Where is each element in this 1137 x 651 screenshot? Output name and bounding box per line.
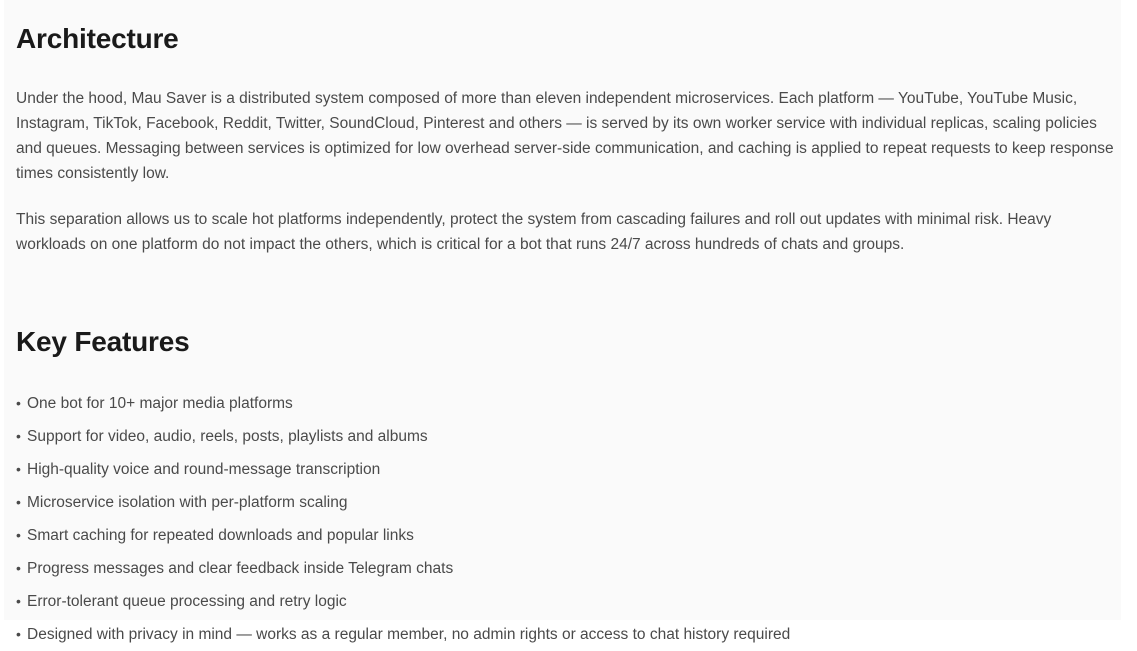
list-item <box>16 618 1121 651</box>
list-item-label: Smart caching for repeated downloads and popular links <box>27 527 414 545</box>
bullet-icon: • <box>16 593 21 610</box>
list-item <box>16 486 1121 519</box>
key-features-list <box>16 387 1121 651</box>
bullet-icon: • <box>16 461 21 478</box>
list-item-label: Microservice isolation with per-platform scaling <box>27 494 348 512</box>
list-item-label: Support for video, audio, reels, posts, playlists and albums <box>27 428 428 446</box>
list-item-label: Error-tolerant queue processing and retry logic <box>27 593 347 611</box>
list-item-label: One bot for 10+ major media platforms <box>27 395 293 413</box>
list-item-label: Progress messages and clear feedback inside Telegram chats <box>27 560 454 578</box>
list-item <box>16 552 1121 585</box>
list-item <box>16 387 1121 420</box>
bullet-icon: • <box>16 395 21 412</box>
list-item <box>16 420 1121 453</box>
architecture-paragraph-2: This separation allows us to scale hot platforms independently, protect the system from cascading failures and roll out updates with minimal risk. Heavy workloads on one platform do not impact the others, which is critical for a bot that runs 24/7 across hundreds of chats and groups. <box>16 210 1052 253</box>
list-item <box>16 519 1121 552</box>
bullet-icon: • <box>16 428 21 445</box>
list-item-label: High-quality voice and round-message transcription <box>27 461 381 479</box>
architecture-paragraph-1: Under the hood, Mau Saver is a distributed system composed of more than eleven independent microservices. Each platform — YouTube, YouTube Music, Instagram, TikTok, Facebook, Reddit, Twitter, SoundCloud, Pinterest and others — is served by its own worker service with individual replicas, scaling policies and queues. Messaging between services is optimized for low overhead server-side communication, and caching is applied to repeat requests to keep response times consistently low. <box>16 89 1114 182</box>
list-item <box>16 453 1121 486</box>
list-item-label: Designed with privacy in mind — works as a regular member, no admin rights or access to chat history required <box>27 626 791 644</box>
bullet-icon: • <box>16 626 21 643</box>
bullet-icon: • <box>16 527 21 544</box>
architecture-heading: Architecture <box>16 23 179 54</box>
bullet-icon: • <box>16 560 21 577</box>
list-item <box>16 585 1121 618</box>
bullet-icon: • <box>16 494 21 511</box>
key-features-heading: Key Features <box>16 325 190 357</box>
